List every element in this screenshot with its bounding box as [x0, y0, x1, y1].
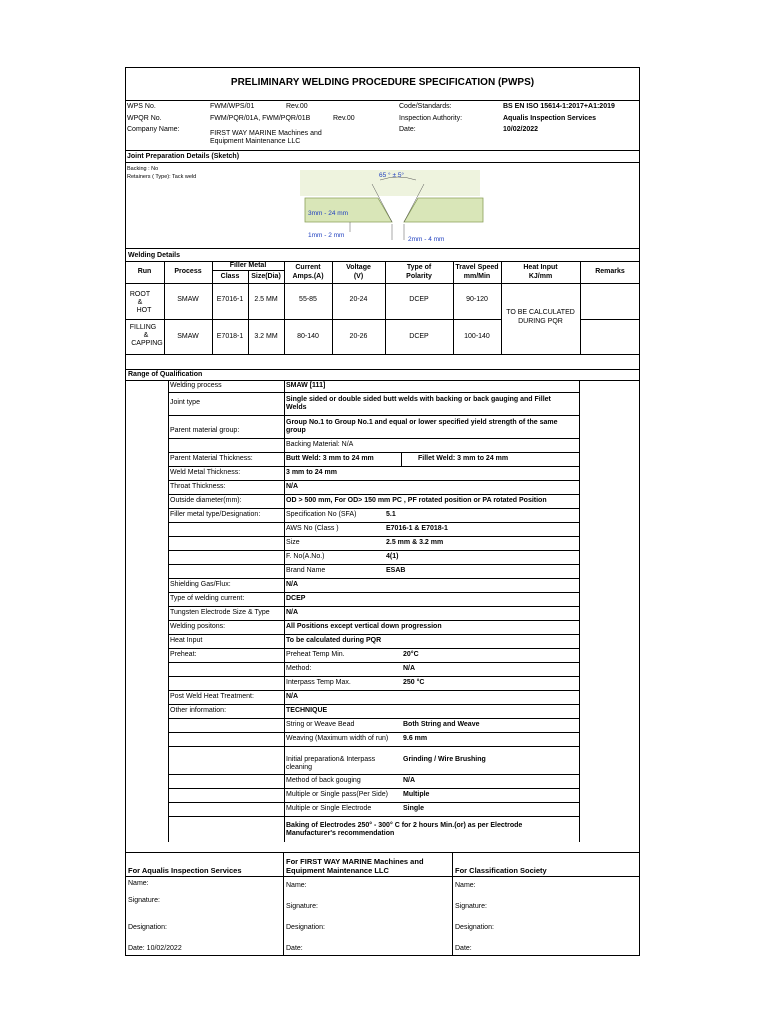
q-fno: 4(1)	[386, 553, 399, 560]
row1-process: SMAW	[177, 296, 199, 303]
wps-no-label: WPS No.	[127, 103, 156, 110]
q-throat: N/A	[286, 483, 299, 490]
thickness-label: 3mm - 24 mm	[308, 210, 349, 217]
col-remarks: Remarks	[595, 268, 625, 275]
col-speed-2: mm/Min	[463, 273, 491, 280]
row1-current: 55-85	[299, 296, 317, 303]
q-brand: ESAB	[386, 567, 406, 574]
q-brand-label: Brand Name	[286, 567, 326, 574]
row2-process: SMAW	[177, 333, 199, 340]
row1-run-3: HOT	[136, 307, 152, 314]
q-pass: Multiple	[403, 791, 430, 798]
right-plate	[404, 198, 483, 222]
q-size-label: Size	[286, 539, 300, 546]
page-title: PRELIMINARY WELDING PROCEDURE SPECIFICATION (PWPS)	[230, 77, 535, 88]
q-butt-weld: Butt Weld: 3 mm to 24 mm	[286, 455, 374, 462]
joint-section-title: Joint Preparation Details (Sketch)	[127, 153, 240, 160]
col-current-2: Amps.(A)	[292, 273, 324, 280]
row1-size: 2.5 MM	[254, 296, 278, 303]
row2-voltage: 20-26	[349, 333, 368, 340]
q-aws-label: AWS No (Class )	[286, 525, 339, 532]
q-weaving: 9.6 mm	[403, 735, 428, 742]
sig-class-signature: Signature:	[455, 903, 487, 910]
q-preheat-min-label: Preheat Temp Min.	[286, 651, 345, 658]
col-run: Run	[137, 268, 152, 275]
q-gas-label: Shielding Gas/Flux:	[170, 581, 231, 588]
q-process-label: Welding process	[170, 382, 222, 389]
row1-voltage: 20-24	[349, 296, 368, 303]
q-string: Both String and Weave	[403, 721, 480, 728]
q-size: 2.5 mm & 3.2 mm	[386, 539, 444, 546]
q-cleaning-label-1: Initial preparation& Interpass	[286, 756, 376, 763]
heat-input-line1: TO BE CALCULATED	[506, 309, 575, 316]
q-sfa: 5.1	[386, 511, 396, 518]
q-heat-label: Heat Input	[170, 637, 203, 644]
col-heat-1: Heat Input	[523, 264, 558, 271]
q-fno-label: F. No(A.No.)	[286, 553, 325, 560]
q-backgouging-label: Method of back gouging	[286, 777, 361, 784]
q-cleaning-label-2: cleaning	[286, 764, 313, 771]
sig-class-name: Name:	[455, 882, 476, 889]
company-line2: Equipment Maintenance LLC	[210, 138, 301, 145]
q-baking-2: Manufacturer's recommendation	[286, 830, 395, 837]
col-heat-2: KJ/mm	[528, 273, 553, 280]
q-interpass: 250 °C	[403, 679, 425, 686]
row2-run-2: &	[143, 332, 149, 339]
sig-aqualis-date: Date: 10/02/2022	[128, 945, 182, 952]
q-sfa-label: Specification No (SFA)	[286, 511, 357, 518]
row2-run-3: CAPPING	[131, 340, 163, 347]
wpqr-no-label: WPQR No.	[127, 115, 162, 122]
q-interpass-label: Interpass Temp Max.	[286, 679, 351, 686]
row1-class: E7016-1	[216, 296, 244, 303]
wps-rev: Rev.00	[286, 103, 308, 110]
col-type-1: Type of	[406, 264, 432, 271]
sig-class-designation: Designation:	[455, 924, 494, 931]
wpqr-rev: Rev.00	[333, 115, 355, 122]
q-backing: Backing Material: N/A	[286, 441, 354, 448]
sig-firstway-date: Date:	[286, 945, 303, 952]
row1-speed: 90-120	[466, 296, 488, 303]
q-weld-thk-label: Weld Metal Thickness:	[170, 469, 241, 476]
row2-size: 3.2 MM	[254, 333, 278, 340]
authority-label: Inspection Authority:	[399, 115, 463, 122]
q-joint-1: Single sided or double sided butt welds with backing or back gauging and Fillet	[286, 396, 551, 403]
col-voltage-1: Voltage	[346, 264, 371, 271]
angle-label: 65 ° ± 5°	[379, 172, 405, 179]
q-weld-thk: 3 mm to 24 mm	[286, 469, 337, 476]
q-fillet-weld: Fillet Weld: 3 mm to 24 mm	[418, 455, 509, 462]
q-preheat-label: Preheat:	[170, 651, 197, 658]
q-tungsten-label: Tungsten Electrode Size & Type	[170, 609, 270, 616]
q-pass-label: Multiple or Single pass(Per Side)	[286, 791, 388, 798]
q-string-label: String or Weave Bead	[286, 721, 355, 728]
q-tungsten: N/A	[286, 609, 299, 616]
welding-section-title: Welding Details	[128, 252, 180, 259]
q-cleaning: Grinding / Wire Brushing	[403, 756, 486, 763]
q-pwht-label: Post Weld Heat Treatment:	[170, 693, 254, 700]
company-line1: FIRST WAY MARINE Machines and	[210, 130, 322, 137]
backing-note: Backing : No	[127, 166, 159, 172]
col-process: Process	[174, 268, 202, 275]
date-value: 10/02/2022	[503, 126, 539, 133]
sig-firstway-signature: Signature:	[286, 903, 318, 910]
row2-polarity: DCEP	[409, 333, 429, 340]
row2-speed: 100-140	[464, 333, 490, 340]
q-joint-2: Welds	[286, 404, 307, 411]
q-parent-label: Parent material group:	[170, 427, 240, 434]
q-aws: E7016-1 & E7018-1	[386, 525, 448, 532]
authority-value: Aqualis Inspection Services	[503, 115, 596, 122]
code-value: BS EN ISO 15614-1:2017+A1:2019	[503, 103, 615, 110]
q-od-label: Outside diameter(mm):	[170, 497, 242, 504]
q-heat: To be calculated during PQR	[286, 637, 382, 644]
q-pwht: N/A	[286, 693, 299, 700]
q-method-label: Method:	[286, 665, 312, 672]
q-od: OD > 500 mm, For OD> 150 mm PC , PF rotated position or PA rotated Position	[286, 497, 547, 504]
q-current-label: Type of welding current:	[170, 595, 245, 602]
wpqr-no: FWM/PQR/01A, FWM/PQR/01B	[210, 115, 311, 122]
q-preheat-min: 20°C	[403, 651, 419, 658]
code-label: Code/Standards:	[399, 103, 452, 110]
q-electrode-label: Multiple or Single Electrode	[286, 805, 372, 812]
q-electrode: Single	[403, 805, 425, 812]
col-class: Class	[220, 273, 240, 280]
q-baking-1: Baking of Electrodes 250° - 300° C for 2 hours Min.(or) as per Electrode	[286, 822, 523, 829]
sig-aqualis-signature: Signature:	[128, 897, 160, 904]
q-other-label: Other information:	[170, 707, 227, 714]
row1-run-1: ROOT	[129, 291, 151, 298]
row1-polarity: DCEP	[409, 296, 429, 303]
joint-sketch	[300, 166, 490, 246]
row2-class: E7018-1	[216, 333, 244, 340]
q-positions: All Positions except vertical down progression	[286, 623, 442, 630]
sig-firstway-title-2: Equipment Maintenance LLC	[286, 866, 389, 875]
col-speed-1: Travel Speed	[455, 264, 499, 271]
col-size: Size(Dia)	[251, 273, 281, 280]
row2-run-1: FILLING	[129, 324, 157, 331]
q-backgouging: N/A	[403, 777, 416, 784]
sig-firstway-designation: Designation:	[286, 924, 325, 931]
col-type-2: Polarity	[406, 273, 432, 280]
sig-aqualis-name: Name:	[128, 880, 149, 887]
q-parent-2: group	[286, 427, 306, 434]
date-label: Date:	[399, 126, 416, 133]
q-technique: TECHNIQUE	[286, 707, 328, 714]
wps-no: FWM/WPS/01	[210, 103, 255, 110]
q-current: DCEP	[286, 595, 306, 602]
sig-aqualis-designation: Designation:	[128, 924, 167, 931]
col-voltage-2: (V)	[353, 273, 364, 280]
gap-label: 2mm - 4 mm	[408, 236, 445, 243]
q-parent-1: Group No.1 to Group No.1 and equal or lower specified yield strength of the same	[286, 419, 558, 426]
col-filler: Filler Metal	[229, 262, 267, 269]
col-current-1: Current	[295, 264, 321, 271]
row1-run-2: &	[137, 299, 143, 306]
q-gas: N/A	[286, 581, 299, 588]
q-positions-label: Welding positons:	[170, 623, 226, 630]
sig-aqualis-title: For Aqualis Inspection Services	[128, 866, 242, 875]
q-parent-thk-label: Parent Material Thickness:	[170, 455, 253, 462]
retainers-note: Retainers ( Type): Tack weld	[127, 174, 197, 180]
qualification-section-title: Range of Qualification	[128, 371, 203, 378]
q-method: N/A	[403, 665, 416, 672]
sig-firstway-title-1: For FIRST WAY MARINE Machines and	[286, 857, 424, 866]
company-label: Company Name:	[127, 126, 180, 133]
sig-class-date: Date:	[455, 945, 472, 952]
row2-current: 80-140	[297, 333, 319, 340]
root-face-label: 1mm - 2 mm	[308, 232, 345, 239]
q-process: SMAW [111]	[286, 382, 326, 389]
sig-class-title: For Classification Society	[455, 866, 547, 875]
sig-firstway-name: Name:	[286, 882, 307, 889]
q-joint-label: Joint type	[170, 399, 200, 406]
q-filler-label: Filler metal type/Designation:	[170, 511, 261, 518]
q-weaving-label: Weaving (Maximum width of run)	[286, 735, 389, 742]
heat-input-line2: DURING PQR	[518, 318, 563, 325]
q-throat-label: Throat Thickness:	[170, 483, 226, 490]
